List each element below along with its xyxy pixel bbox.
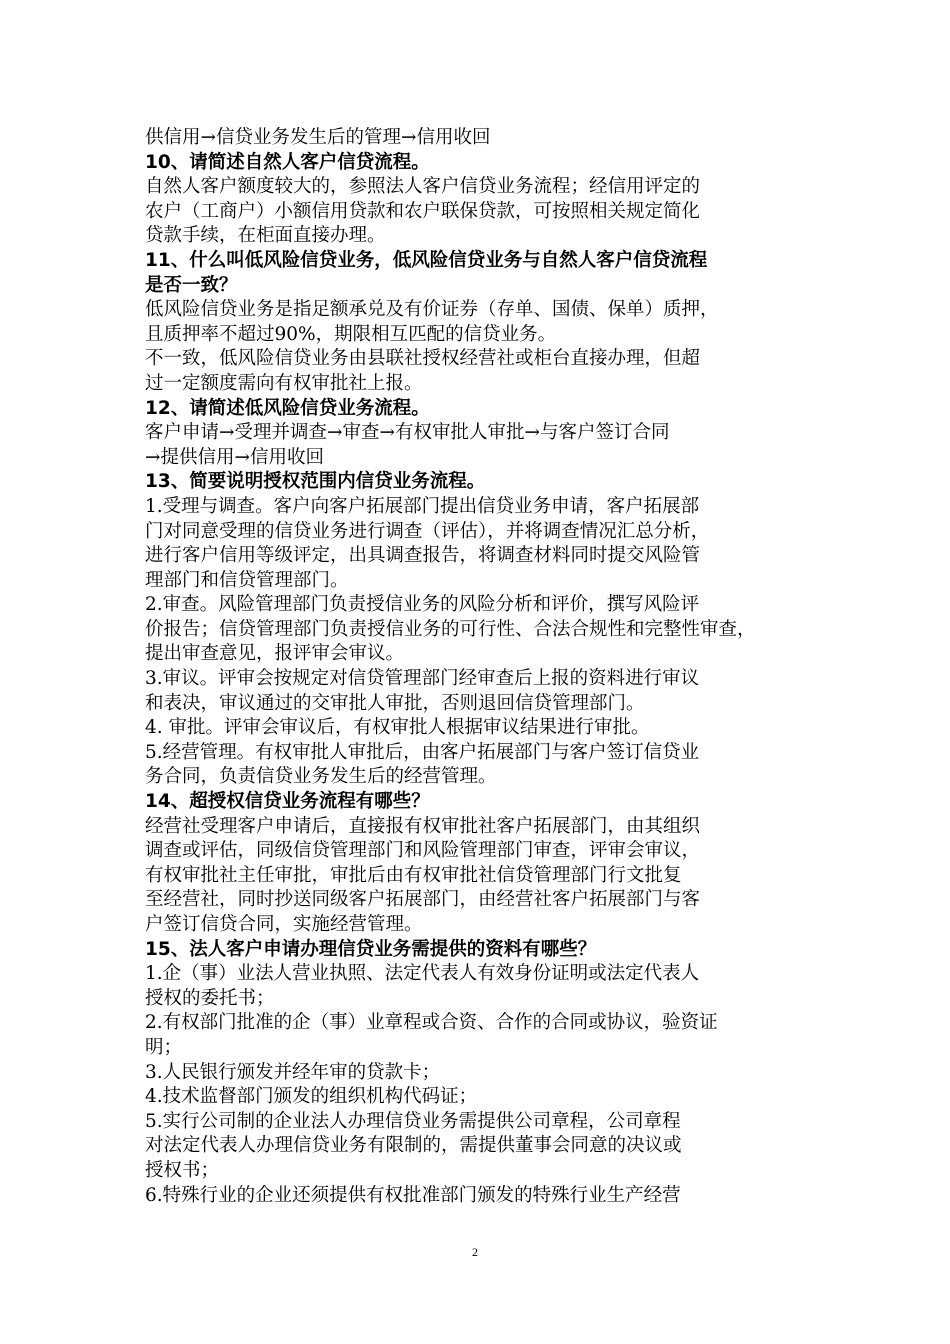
page-body bbox=[145, 126, 815, 1208]
section-heading: 10、请简述自然人客户信贷流程。 bbox=[145, 151, 430, 173]
text-line: 1.企（事）业法人营业执照、法定代表人有效身份证明或法定代表人 bbox=[145, 963, 700, 985]
text-line: 价报告；信贷管理部门负责授信业务的可行性、合法合规性和完整性审查， bbox=[145, 618, 756, 640]
text-line: 至经营社，同时抄送同级客户拓展部门，由经营社客户拓展部门与客 bbox=[145, 889, 701, 911]
text-line: 授权的委托书； bbox=[145, 987, 275, 1009]
section-heading: 是否一致？ bbox=[145, 274, 238, 296]
text-line: 务合同，负责信贷业务发生后的经营管理。 bbox=[145, 766, 497, 788]
text-line: 1.受理与调查。客户向客户拓展部门提出信贷业务申请，客户拓展部 bbox=[145, 495, 700, 517]
text-line: →提供信用→信用收回 bbox=[145, 446, 325, 468]
section-heading: 14、超授权信贷业务流程有哪些？ bbox=[145, 791, 430, 813]
text-line: 低风险信贷业务是指足额承兑及有价证券（存单、国债、保单）质押， bbox=[145, 299, 719, 321]
text-line: 提出审查意见，报评审会审议。 bbox=[145, 643, 405, 665]
text-line: 5.实行公司制的企业法人办理信贷业务需提供公司章程，公司章程 bbox=[145, 1110, 681, 1132]
text-line: 自然人客户额度较大的，参照法人客户信贷业务流程；经信用评定的 bbox=[145, 176, 701, 198]
text-line: 有权审批社主任审批，审批后由有权审批社信贷管理部门行文批复 bbox=[145, 864, 682, 886]
text-line: 门对同意受理的信贷业务进行调查（评估），并将调查情况汇总分析， bbox=[145, 520, 710, 542]
section-heading: 11、什么叫低风险信贷业务，低风险信贷业务与自然人客户信贷流程 bbox=[145, 249, 708, 271]
text-line: 贷款手续，在柜面直接办理。 bbox=[145, 225, 386, 247]
text-line: 2.审查。风险管理部门负责授信业务的风险分析和评价，撰写风险评 bbox=[145, 594, 700, 616]
text-line: 6.特殊行业的企业还须提供有权批准部门颁发的特殊行业生产经营 bbox=[145, 1184, 681, 1206]
text-line: 和表决，审议通过的交审批人审批，否则退回信贷管理部门。 bbox=[145, 692, 645, 714]
section-heading: 13、简要说明授权范围内信贷业务流程。 bbox=[145, 471, 486, 493]
text-line: 4. 审批。评审会审议后，有权审批人根据审议结果进行审批。 bbox=[145, 717, 650, 739]
text-line: 4.技术监督部门颁发的组织机构代码证； bbox=[145, 1086, 478, 1108]
text-line: 不一致，低风险信贷业务由县联社授权经营社或柜台直接办理，但超 bbox=[145, 348, 701, 370]
text-line: 客户申请→受理并调查→审查→有权审批人审批→与客户签订合同 bbox=[145, 422, 670, 444]
page-number: 2 bbox=[472, 1245, 478, 1259]
section-heading: 15、法人客户申请办理信贷业务需提供的资料有哪些？ bbox=[145, 938, 597, 960]
text-line: 经营社受理客户申请后，直接报有权审批社客户拓展部门，由其组织 bbox=[145, 815, 701, 837]
text-line: 供信用→信贷业务发生后的管理→信用收回 bbox=[145, 127, 491, 148]
text-line: 农户（工商户）小额信用贷款和农户联保贷款，可按照相关规定简化 bbox=[145, 200, 701, 222]
text-line: 户签订信贷合同，实施经营管理。 bbox=[145, 914, 423, 935]
text-line: 过一定额度需向有权审批社上报。 bbox=[145, 372, 423, 394]
text-line: 且质押率不超过90%，期限相互匹配的信贷业务。 bbox=[145, 323, 557, 345]
text-line: 理部门和信贷管理部门。 bbox=[145, 569, 349, 591]
text-line: 调查或评估，同级信贷管理部门和风险管理部门审查，评审会审议， bbox=[145, 840, 701, 862]
text-line: 明； bbox=[145, 1036, 183, 1058]
text-line: 2.有权部门批准的企（事）业章程或合资、合作的合同或协议，验资证 bbox=[145, 1012, 718, 1034]
section-heading: 12、请简述低风险信贷业务流程。 bbox=[145, 397, 430, 419]
text-line: 授权书； bbox=[145, 1159, 220, 1181]
text-line: 3.人民银行颁发并经年审的贷款卡； bbox=[145, 1061, 441, 1083]
text-line: 进行客户信用等级评定，出具调查报告，将调查材料同时提交风险管 bbox=[145, 545, 701, 567]
text-line: 对法定代表人办理信贷业务有限制的，需提供董事会同意的决议或 bbox=[145, 1135, 682, 1157]
text-line: 5.经营管理。有权审批人审批后，由客户拓展部门与客户签订信贷业 bbox=[145, 741, 700, 763]
text-line: 3.审议。评审会按规定对信贷管理部门经审查后上报的资料进行审议 bbox=[145, 668, 700, 690]
